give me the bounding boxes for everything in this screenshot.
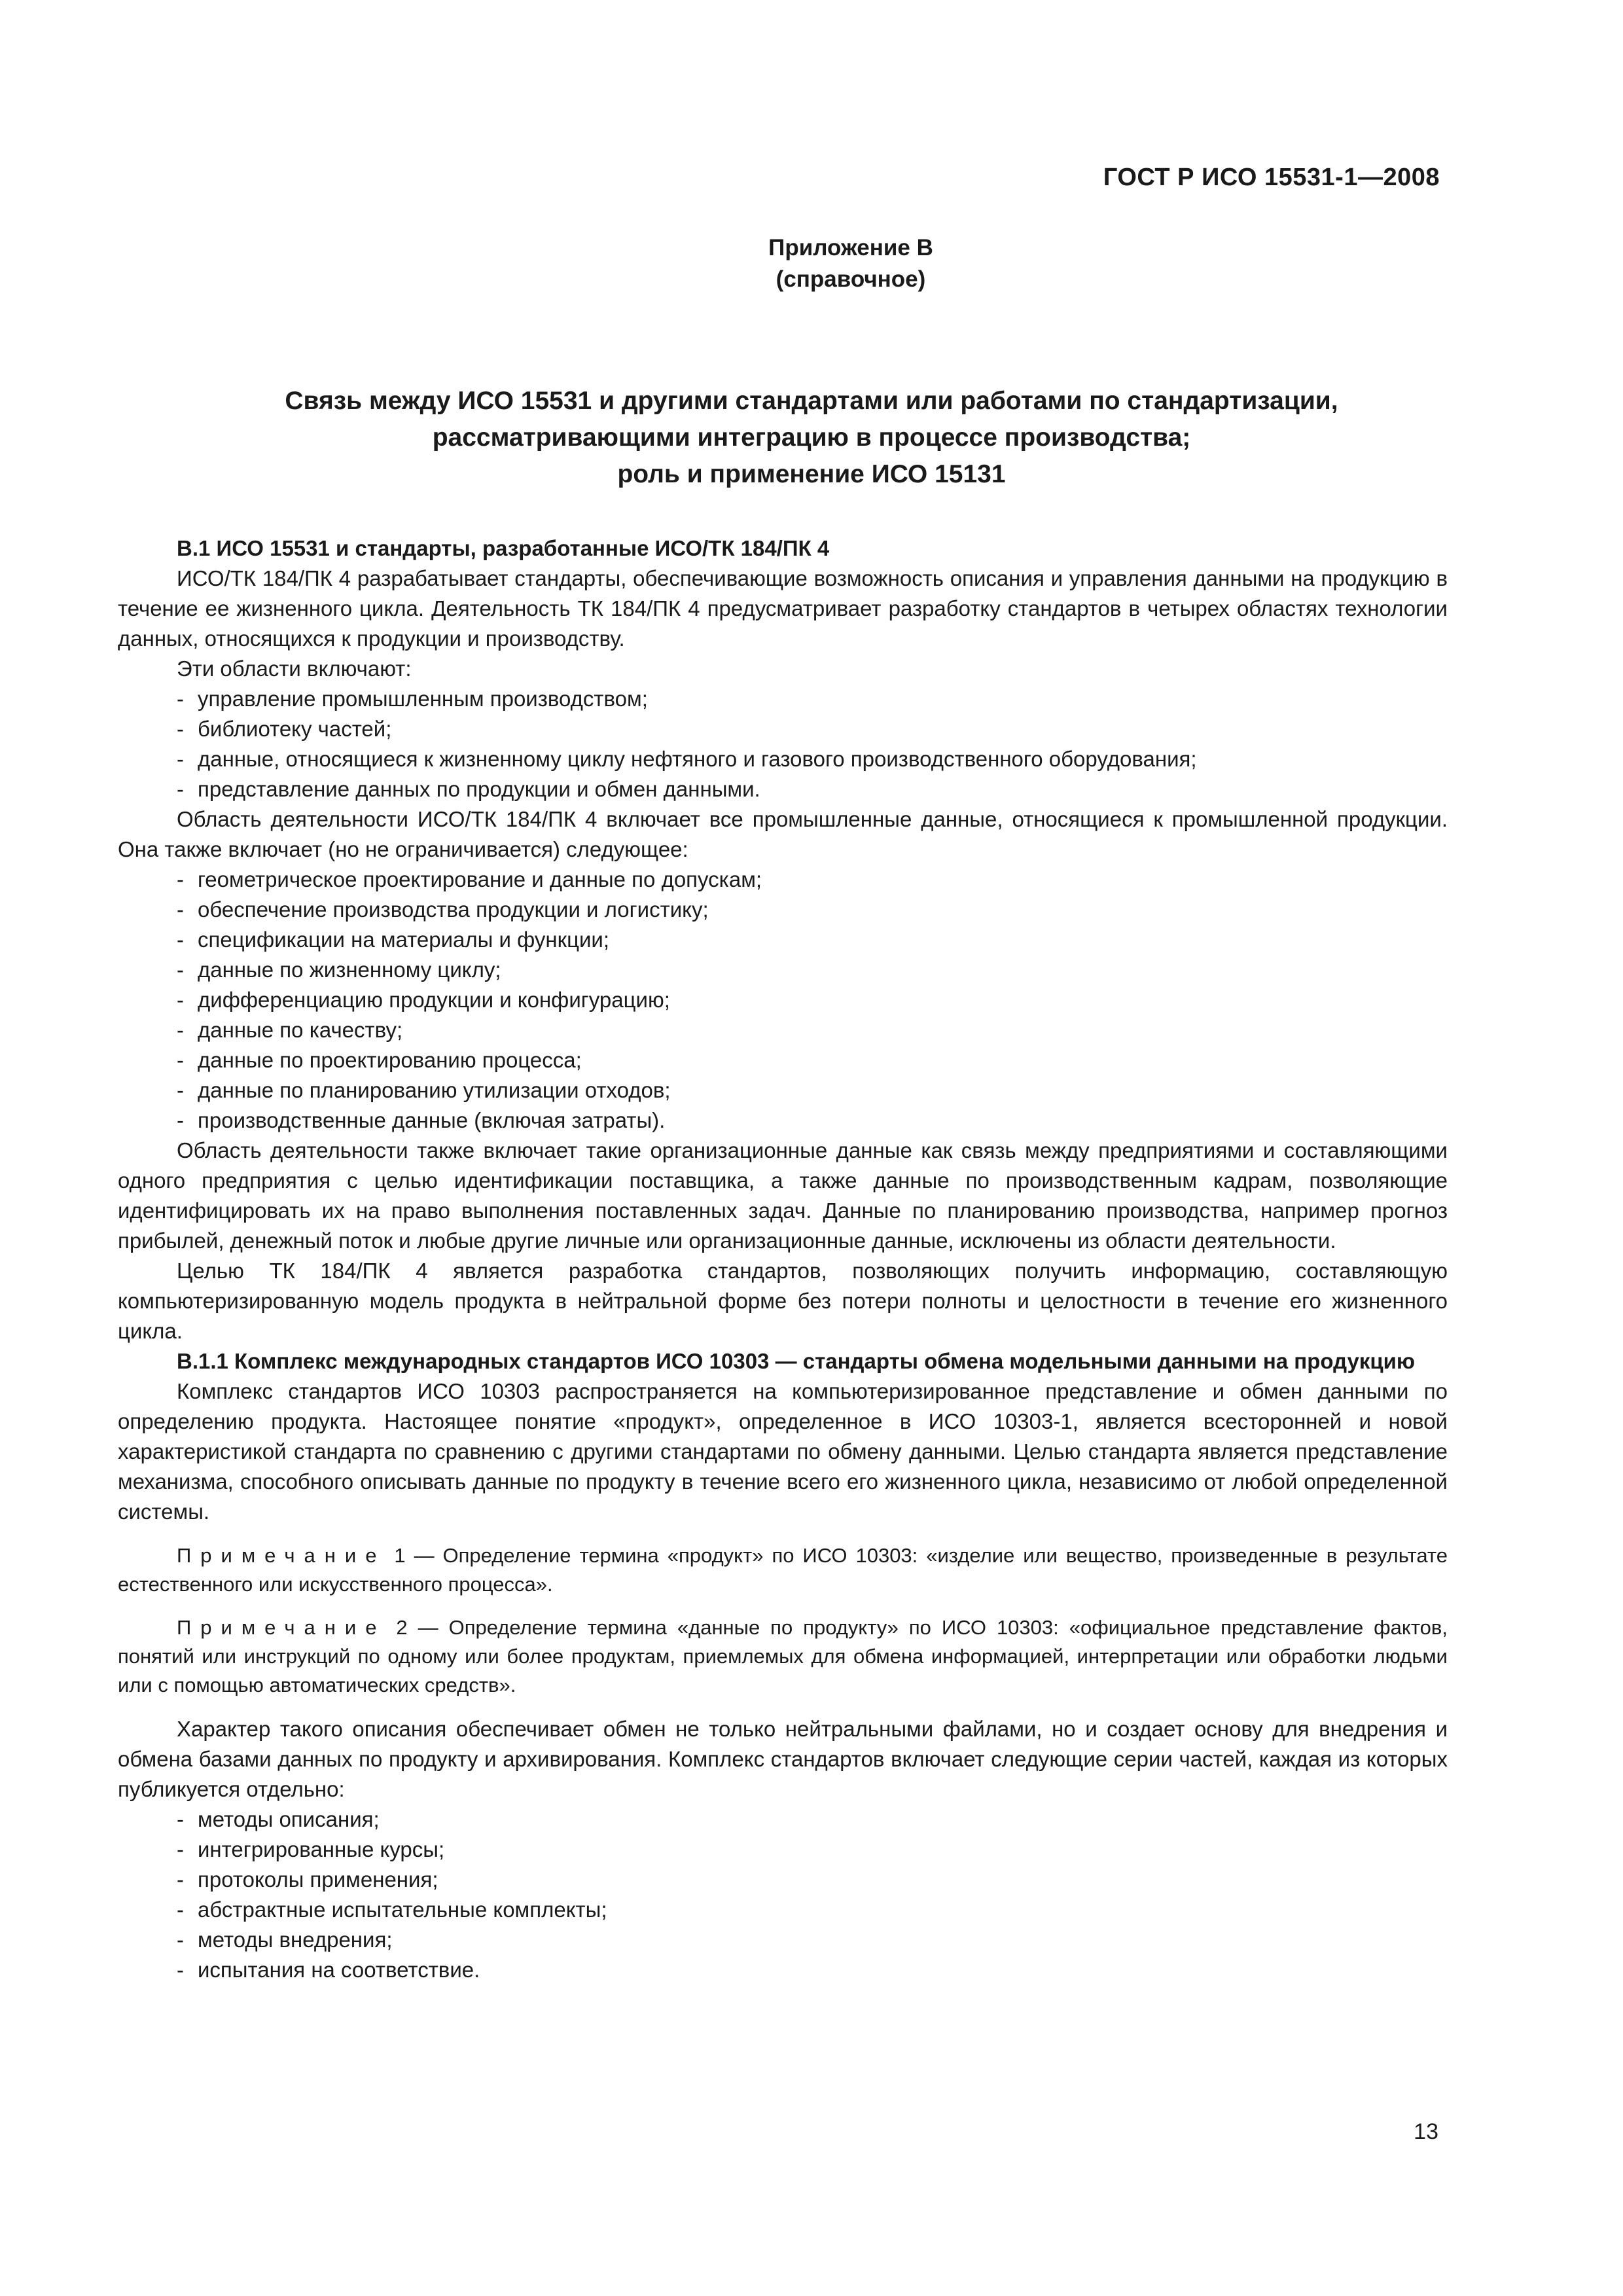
list-item: - геометрическое проектирование и данные по допускам;	[177, 867, 762, 891]
list-item: - управление промышленным производством;	[177, 687, 648, 711]
section-b1-heading: В.1 ИСО 15531 и стандарты, разработанные ИСО/ТК 184/ПК 4	[177, 536, 830, 560]
note-label: Примечание	[177, 1616, 386, 1639]
bullet-list	[118, 865, 1448, 1136]
note-1	[118, 1541, 1448, 1599]
list-item: - спецификации на материалы и функции;	[177, 927, 610, 952]
document-code: ГОСТ Р ИСО 15531-1—2008	[1103, 164, 1440, 191]
list-item: - методы внедрения;	[177, 1928, 393, 1952]
list-item: - методы описания;	[177, 1807, 380, 1831]
paragraph: Область деятельности также включает такие организационные данные как связь между предприятиями и составляющими одного предприятия с целью идентификации поставщика, а также данные по производственным кадрам, позволяющие идентифицировать их на право выполнения поставленных задач. Данные по планированию производства, например прогноз прибылей, денежный поток и любые другие личные или организационные данные, исключены из области деятельности.	[118, 1138, 1448, 1253]
list-item: - данные по жизненному циклу;	[177, 958, 501, 982]
section-b11-heading: В.1.1 Комплекс международных стандартов ИСО 10303 — стандарты обмена модельными данными на продукцию	[177, 1349, 1416, 1373]
paragraph: Эти области включают:	[177, 656, 412, 681]
list-item: - данные, относящиеся к жизненному циклу нефтяного и газового производственного оборудования;	[177, 747, 1197, 771]
list-item: - интегрированные курсы;	[177, 1837, 445, 1861]
paragraph: Область деятельности ИСО/ТК 184/ПК 4 включает все промышленные данные, относящиеся к промышленной продукции. Она также включает (но не ограничивается) следующее:	[118, 807, 1448, 861]
bullet-list	[118, 684, 1448, 804]
paragraph: Комплекс стандартов ИСО 10303 распространяется на компьютеризированное представление и обмен данными по определению продукта. Настоящее понятие «продукт», определенное в ИСО 10303-1, является всесторонней и новой характеристикой стандарта по сравнению с другими стандартами по обмену данными. Целью стандарта является представление механизма, способного описывать данные по продукту в течение всего его жизненного цикла, независимо от любой определенной системы.	[118, 1379, 1448, 1524]
paragraph: Целью ТК 184/ПК 4 является разработка стандартов, позволяющих получить информацию, составляющую компьютеризированную модель продукта в нейтральной форме без потери полноты и целостности в течение его жизненного цикла.	[118, 1259, 1448, 1343]
list-item: - абстрактные испытательные комплекты;	[177, 1897, 607, 1922]
list-item: - библиотеку частей;	[177, 717, 392, 741]
list-item: - представление данных по продукции и обмен данными.	[177, 777, 760, 801]
list-item: - дифференциацию продукции и конфигурацию;	[177, 988, 670, 1012]
appendix-heading	[0, 232, 1623, 295]
list-item: - протоколы применения;	[177, 1867, 438, 1892]
list-item: - обеспечение производства продукции и логистику;	[177, 897, 709, 922]
note-text: 1 — Определение термина «продукт» по ИСО 10303: «изделие или вещество, произведенные в результате естественного или искусственного процесса».	[118, 1544, 1448, 1596]
appendix-title	[170, 383, 1453, 493]
appendix-type: (справочное)	[776, 266, 926, 292]
appendix-label: Приложение В	[768, 235, 933, 260]
note-label: Примечание	[177, 1544, 386, 1567]
paragraph: ИСО/ТК 184/ПК 4 разрабатывает стандарты, обеспечивающие возможность описания и управления данными на продукцию в течение ее жизненного цикла. Деятельность ТК 184/ПК 4 предусматривает разработку стандартов в четырех областях технологии данных, относящихся к продукции и производству.	[118, 566, 1448, 651]
list-item: - данные по качеству;	[177, 1018, 403, 1042]
note-text: 2 — Определение термина «данные по продукту» по ИСО 10303: «официальное представление фактов, понятий или инструкций по одному или более продуктам, приемлемых для обмена информацией, интерпретации или обработки людьми или с помощью автоматических средств».	[118, 1616, 1448, 1696]
bullet-list	[118, 1804, 1448, 1985]
list-item: - производственные данные (включая затраты).	[177, 1108, 666, 1132]
paragraph: Характер такого описания обеспечивает обмен не только нейтральными файлами, но и создает основу для внедрения и обмена базами данных по продукту и архивирования. Комплекс стандартов включает следующие серии частей, каждая из которых публикуется отдельно:	[118, 1717, 1448, 1801]
document-body	[118, 533, 1448, 1985]
title-line-3: роль и применение ИСО 15131	[617, 460, 1006, 488]
note-2	[118, 1613, 1448, 1700]
list-item: - данные по планированию утилизации отходов;	[177, 1078, 671, 1102]
title-line-2: рассматривающими интеграцию в процессе производства;	[432, 423, 1191, 452]
list-item: - испытания на соответствие.	[177, 1958, 480, 1982]
page-number: 13	[1414, 2119, 1438, 2144]
title-line-1: Связь между ИСО 15531 и другими стандартами или работами по стандартизации,	[285, 387, 1338, 415]
list-item: - данные по проектированию процесса;	[177, 1048, 582, 1072]
